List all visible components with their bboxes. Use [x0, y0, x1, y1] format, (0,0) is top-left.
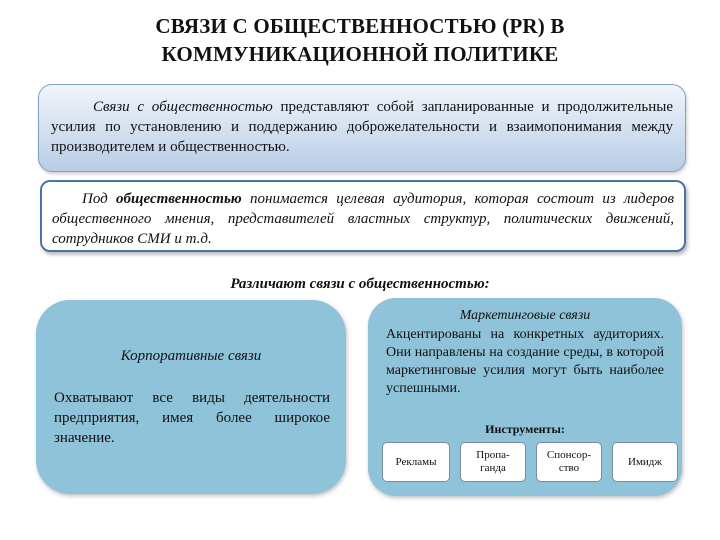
marketing-title: Маркетинговые связи	[459, 308, 591, 323]
definition-text: представляют собой запланированные и продолжительные усилия по установлению и поддержанию доброжелательности и взаимопонимания между производителем и общественностью.	[51, 99, 673, 155]
tool-image: Имидж	[612, 442, 678, 482]
page-title	[40, 12, 680, 68]
corporate-description: Охватывают все виды деятельности предприятия, имея более широкое значение.	[54, 390, 330, 446]
tool-sponsorship: Спонсор- ство	[536, 442, 602, 482]
public-prefix: Под	[82, 191, 117, 207]
public-text: понимается целевая аудитория, которая состоит из лидеров общественного мнения, представителей властных структур, политических движений, сотрудников СМИ и т.д.	[52, 191, 675, 247]
public-definition-box	[40, 180, 686, 252]
marketing-relations-box	[368, 298, 682, 496]
corporate-title: Корпоративные связи	[120, 348, 262, 364]
tool-advertising: Рекламы	[382, 442, 450, 482]
tool-propaganda: Пропа- ганда	[460, 442, 526, 482]
corporate-relations-box	[36, 300, 346, 494]
distinguish-label: Различают связи с общественностью:	[230, 276, 490, 292]
marketing-description: Акцентированы на конкретных аудиториях. Они направлены на создание среды, в которой маркетинговые усилия могут быть наиболее успешными.	[386, 327, 664, 396]
title-line-2: КОММУНИКАЦИОННОЙ ПОЛИТИКЕ	[161, 42, 559, 66]
definition-box	[38, 84, 686, 172]
tools-label: Инструменты:	[485, 422, 565, 436]
title-line-1: СВЯЗИ С ОБЩЕСТВЕННОСТЬЮ (PR) В	[155, 14, 565, 38]
definition-term: Связи с общественностью	[93, 99, 273, 115]
public-term: общественностью	[116, 191, 242, 207]
